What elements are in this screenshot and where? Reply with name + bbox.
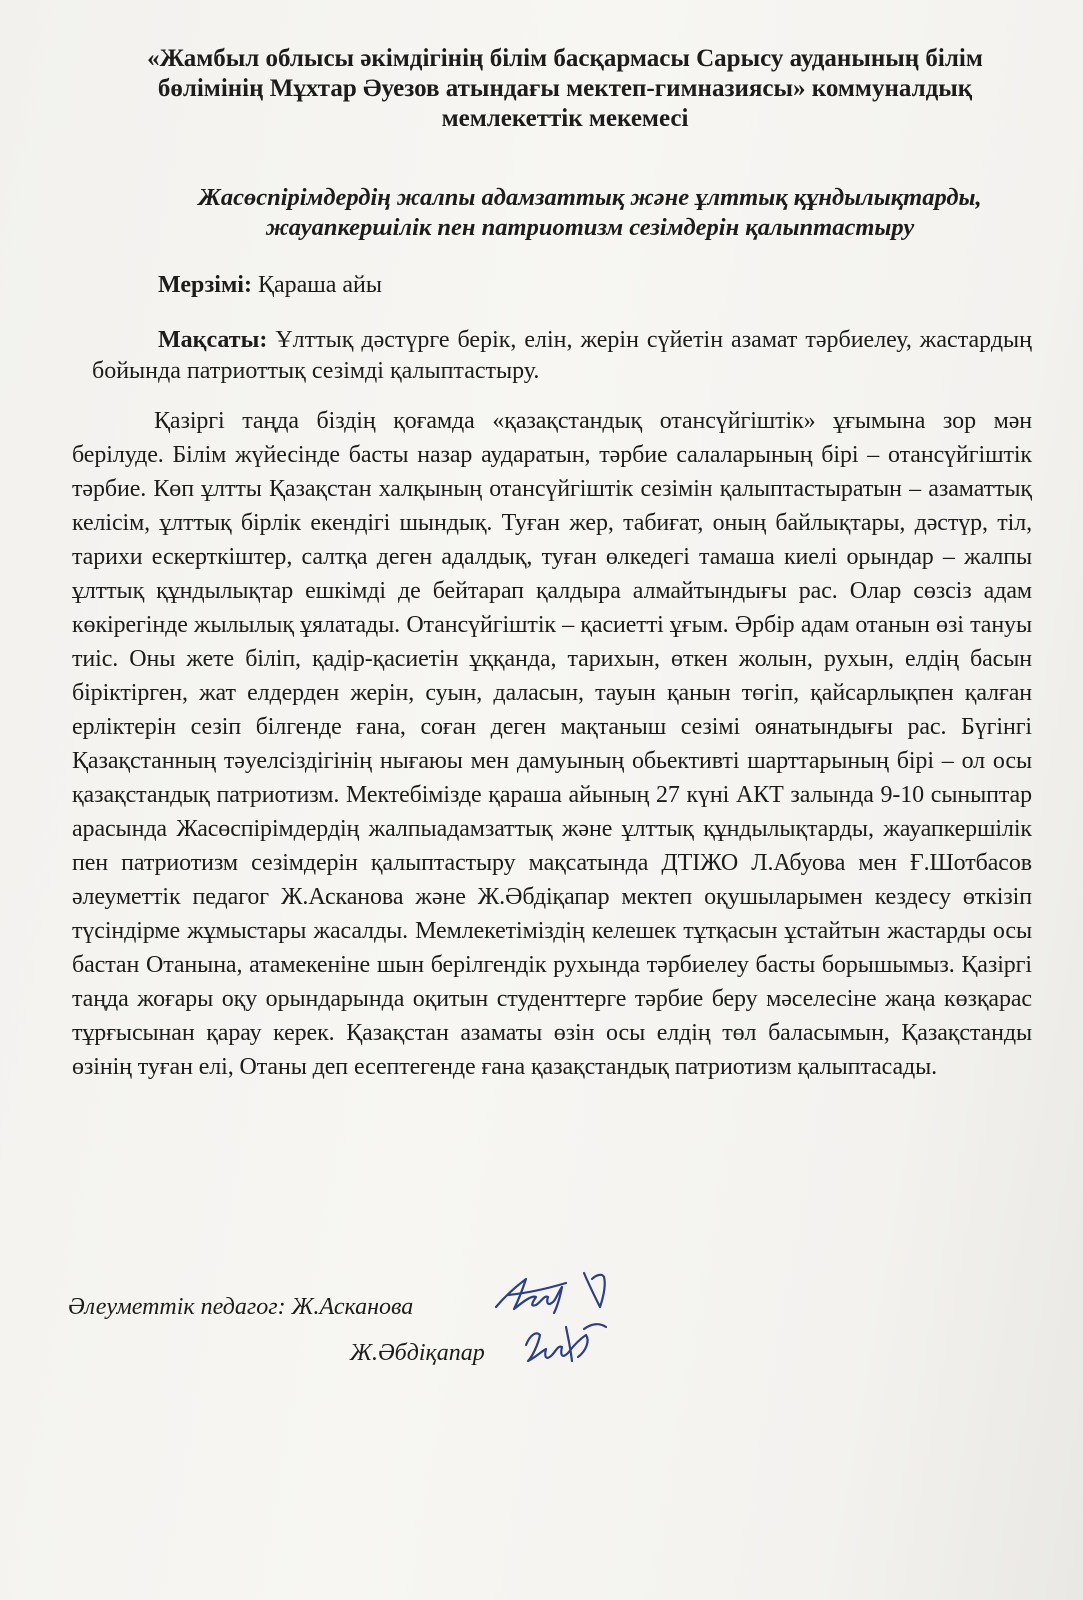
event-title bbox=[160, 183, 1020, 243]
title-line-2: жауапкершілік пен патриотизм сезімдерін қалыптастыру bbox=[265, 214, 915, 241]
goal-paragraph bbox=[92, 325, 1032, 387]
title-line-1: Жасөспірімдердің жалпы адамзаттық және ұлттық құндылықтарды, bbox=[198, 184, 982, 211]
goal-text: Ұлттық дәстүрге берік, елін, жерін сүйетін азамат тәрбиелеу, жастардың бойында патриоттық сезімді қалыптастыру. bbox=[92, 327, 1032, 384]
deadline-value: Қараша айы bbox=[257, 272, 383, 298]
deadline-label: Мерзімі: bbox=[158, 272, 252, 298]
institution-header bbox=[100, 44, 1030, 134]
header-line-2: бөлімінің Мұхтар Әуезов атындағы мектеп-гимназиясы» коммуналдық bbox=[157, 75, 973, 102]
signature-line-askanova: Әлеуметтік педагог: Ж.Асканова bbox=[68, 1294, 414, 1320]
deadline-row bbox=[158, 270, 1018, 300]
goal-label: Мақсаты: bbox=[158, 327, 268, 353]
body-paragraph: Қазіргі таңда біздің қоғамда «қазақстандық отансүйгіштік» ұғымына зор мән берілуде. Білім жүйесінде басты назар аударатын, тәрбие салаларының бірі – отансүйгіштік тәрбие. Көп ұлтты Қазақстан халқының отансүйгіштік сезімін қалыптастыратын – азаматтық келісім, ұлттық бірлік екендігі шындық. Туған жер, табиғат, оның байлықтары, дәстүр, тіл, тарихи ескерткіштер, салтқа деген адалдық, туған өлкедегі тамаша киелі орындар – жалпы ұлттық құндылықтар ешкімді де бейтарап қалдыра алмайтындығы рас. Олар сөзсіз адам көкірегінде жылылық ұялатады. Отансүйгіштік – қасиетті ұғым. Әрбір адам отанын өзі тануы тиіс. Оны жете біліп, қадір-қасиетін ұққанда, тарихын, өткен жолын, рухын, елдің басын біріктірген, жат елдерден жерін, суын, даласын, тауын қанын төгіп, қайсарлықпен қалған ерліктерін сезіп білгенде ғана, соған деген мақтаныш сезімі оянатындығы рас. Бүгінгі Қазақстанның тәуелсіздігінің нығаюы мен дамуының обьективті шарттарының бірі – ол осы қазақстандық патриотизм. Мектебімізде қараша айының 27 күні АКТ залында 9-10 сыныптар арасында Жасөспірімдердің жалпыадамзаттық және ұлттық құндылықтарды, жауапкершілік пен патриотизм сезімдерін қалыптастыру мақсатында ДТІЖО Л.Абуова мен Ғ.Шотбасов әлеуметтік педагог Ж.Асканова және Ж.Әбдіқапар мектеп оқушыларымен кездесу өткізіп түсіндірме жұмыстары жасалды. Мемлекетіміздің келешек тұтқасын ұстайтын жастарды осы бастан Отанына, атамекеніне шын берілгендік рухында тәрбиелеу басты борышымыз. Қазіргі таңда жоғары оқу орындарында оқитын студенттерге тәрбие беру мәселесіне жаңа көзқарас тұрғысынан қарау керек. Қазақстан азаматы өзін осы елдің төл баласымын, Қазақстанды өзінің туған елі, Отаны деп есептегенде ғана қазақстандық патриотизм қалыптасады. bbox=[72, 408, 1032, 1080]
handwritten-signature-icon bbox=[488, 1265, 618, 1390]
header-line-3: мемлекеттік мекемесі bbox=[441, 105, 689, 132]
signature-line-abdikapar: Ж.Әбдіқапар bbox=[350, 1340, 485, 1366]
header-line-1: «Жамбыл облысы әкімдігінің білім басқармасы Сарысу ауданының білім bbox=[147, 45, 983, 72]
